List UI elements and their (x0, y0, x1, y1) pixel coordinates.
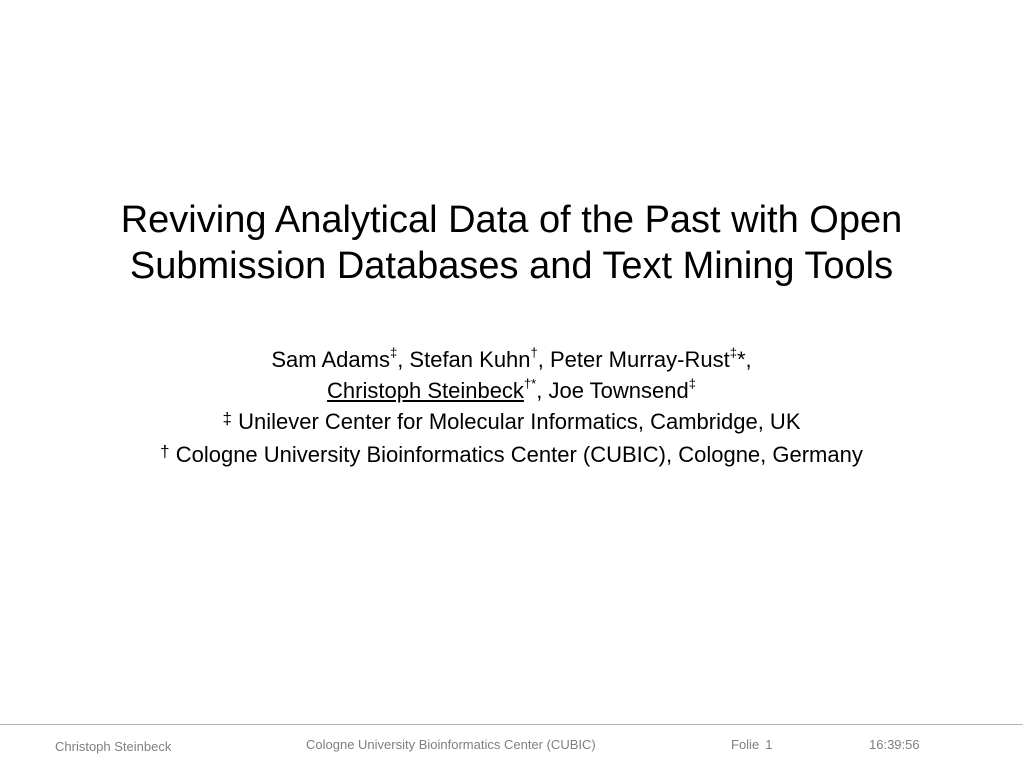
affiliation-unilever-text: Unilever Center for Molecular Informatics, Cambridge, UK (238, 409, 801, 434)
affiliation-mark: † (160, 442, 170, 461)
title-line-2: Submission Databases and Text Mining Tools (129, 245, 894, 287)
affiliation-unilever (0, 406, 1023, 439)
affiliation-mark: ‡ (222, 409, 232, 428)
author-block (0, 344, 1023, 472)
affiliation-mark: † (530, 344, 538, 360)
footer-divider (0, 724, 1023, 725)
title-line-1: Reviving Analytical Data of the Past with Open (120, 199, 903, 241)
affiliation-cubic (0, 439, 1023, 472)
affiliation-mark: ‡ (688, 375, 696, 391)
footer-author: Christoph Steinbeck (55, 739, 172, 754)
affiliation-cubic-text: Cologne University Bioinformatics Center (CUBIC), Cologne, Germany (175, 442, 863, 467)
author-line-1 (0, 344, 1023, 375)
author-tail: *, (736, 347, 752, 372)
author-stefan-kuhn: , Stefan Kuhn (397, 347, 531, 372)
author-line-2 (0, 375, 1023, 406)
author-christoph-steinbeck: Christoph Steinbeck (327, 378, 524, 403)
affiliation-mark: ‡ (729, 344, 737, 360)
author-peter-murray-rust: , Peter Murray-Rust (537, 347, 730, 372)
affiliation-mark: †* (523, 375, 537, 391)
author-sam-adams: Sam Adams (271, 347, 390, 372)
footer-folie-number: 1 (765, 737, 773, 752)
footer-time: 16:39:56 (869, 737, 920, 752)
affiliation-mark: ‡ (389, 344, 398, 360)
footer-institution: Cologne University Bioinformatics Center (CUBIC) (306, 737, 596, 752)
footer-slide-number (731, 737, 772, 752)
slide-title (0, 197, 1023, 289)
author-joe-townsend: , Joe Townsend (536, 378, 689, 403)
footer-folie-label: Folie (731, 737, 760, 752)
